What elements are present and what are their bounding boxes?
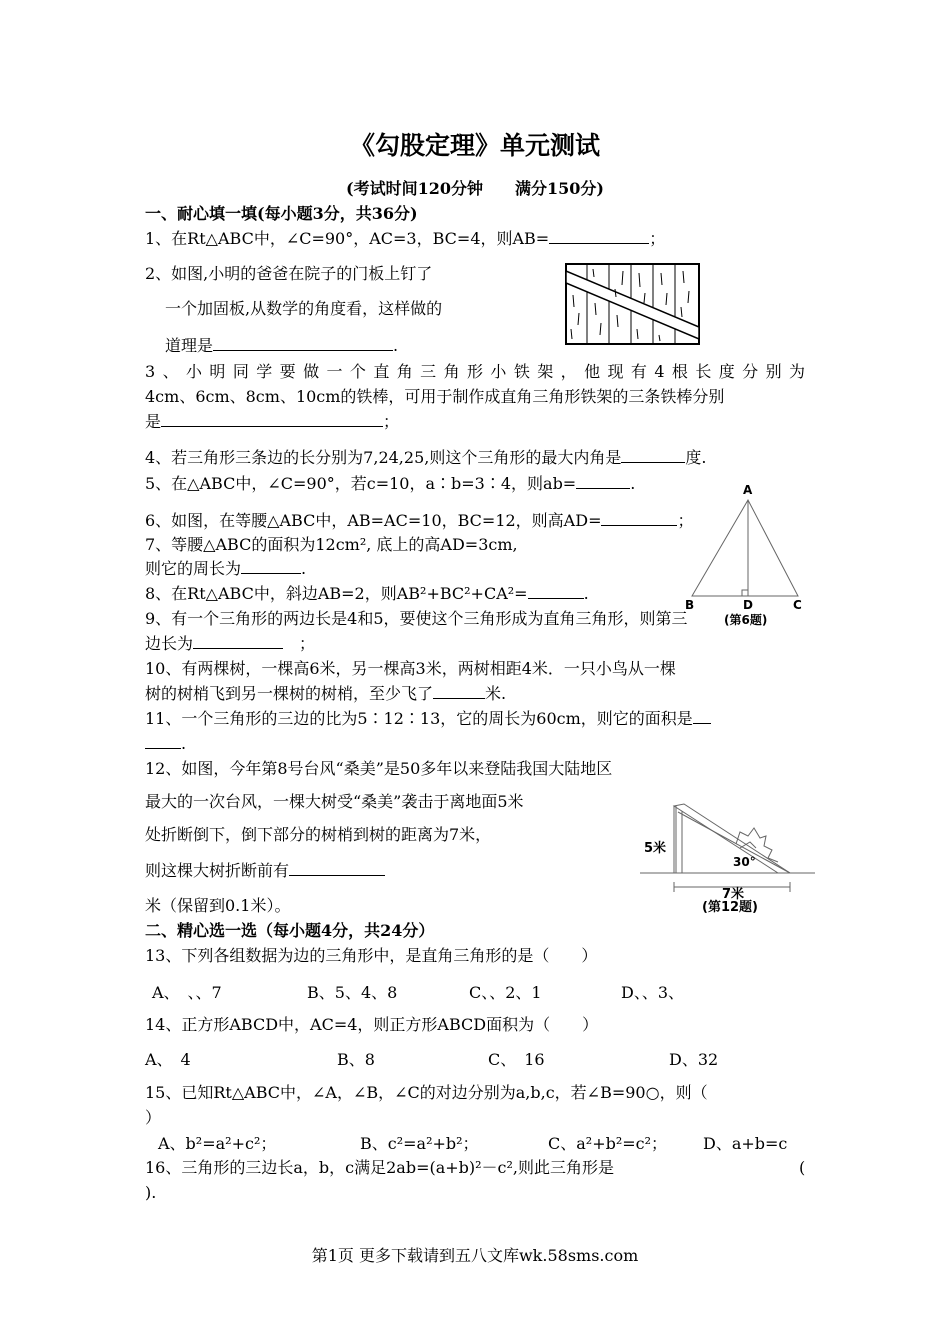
q14-option-d: D、32	[669, 1050, 719, 1069]
question-10: 10、有两棵树，一棵高6米，另一棵高3米，两树相距4米．一只小鸟从一棵	[145, 659, 676, 678]
q13-option-b: B、5、4、8	[307, 983, 398, 1002]
question-12-line5: 米（保留到0.1米）。	[145, 896, 291, 915]
question-16: 16、三角形的三边长a，b，c满足2ab=(a+b)²－c²,则此三角形是	[145, 1158, 615, 1177]
question-3-line2: 4cm、6cm、8cm、10cm的铁棒，可用于制作成直角三角形铁架的三条铁棒分别	[145, 387, 725, 406]
vertex-b-label: B	[685, 598, 695, 612]
q13-option-a: A、 、、7	[152, 983, 222, 1002]
question-2-line2: 一个加固板,从数学的角度看，这样做的	[165, 299, 443, 318]
question-10-line2: 树的树梢飞到另一棵树的树梢，至少飞了 米.	[145, 684, 507, 703]
page-title: 《勾股定理》单元测试	[349, 131, 600, 160]
distance-label: 7米	[722, 887, 745, 902]
question-15: 15、已知Rt△ABC中，∠A，∠B，∠C的对边分别为a,b,c，若∠B=90○，则（	[145, 1083, 708, 1102]
figure-12-caption: (第12题)	[702, 900, 758, 915]
question-11: 11、一个三角形的三边的比为5∶12∶13，它的周长为60cm，则它的面积是	[145, 709, 711, 729]
figure-6-caption: (第6题)	[724, 613, 768, 627]
q15-option-b: B、c²=a²+b²；	[360, 1134, 479, 1153]
question-2: 2、如图,小明的爸爸在院子的门板上钉了	[145, 264, 433, 283]
question-12-line3: 处折断倒下，倒下部分的树梢到树的距离为7米，	[145, 825, 492, 844]
question-3-line3: 是 ；	[145, 412, 400, 431]
q13-option-c: C、、2、1	[469, 983, 542, 1002]
angle-label: 30°	[733, 855, 756, 869]
question-7: 7、等腰△ABC的面积为12cm², 底上的高AD=3cm,	[145, 535, 518, 554]
question-12-line4: 则这棵大树折断前有	[145, 861, 385, 881]
q14-option-a: A、 4	[145, 1050, 191, 1069]
question-4: 4、若三角形三条边的长分别为7,24,25,则这个三角形的最大内角是 度.	[145, 448, 707, 467]
isosceles-triangle-figure	[680, 478, 815, 628]
question-12-line2: 最大的一次台风，一棵大树受“桑美”袭击于离地面5米	[145, 792, 524, 811]
question-1: 1、在Rt△ABC中，∠C=90°，AC=3，BC=4，则AB= ；	[145, 229, 666, 248]
question-9-line2: 边长为 ；	[145, 634, 316, 653]
question-5: 5、在△ABC中，∠C=90°，若c=10，a∶b=3∶4，则ab= .	[145, 474, 636, 493]
vertex-d-label: D	[743, 598, 753, 612]
height-label: 5米	[644, 841, 667, 856]
q14-option-c: C、 16	[488, 1050, 545, 1069]
door-board-figure	[565, 263, 700, 345]
question-16-line2: ).	[145, 1183, 157, 1202]
question-15-line2: ）	[145, 1108, 162, 1127]
exam-info: (考试时间120分钟 满分150分)	[346, 179, 604, 198]
question-3: 3、小明同学要做一个直角三角形小铁架，他现有4根长度分别为	[145, 362, 805, 381]
question-12: 12、如图，今年第8号台风“桑美”是50多年以来登陆我国大陆地区	[145, 759, 613, 778]
broken-tree-figure	[640, 800, 820, 916]
q15-option-a: A、b²=a²+c²；	[158, 1134, 277, 1153]
section-1-heading: 一、耐心填一填(每小题3分，共36分)	[145, 204, 418, 223]
q15-option-c: C、a²+b²=c²；	[548, 1134, 668, 1153]
question-6: 6、如图，在等腰△ABC中，AB=AC=10，BC=12，则高AD= ；	[145, 511, 694, 530]
section-2-heading: 二、精心选一选（每小题4分，共24分）	[145, 921, 435, 940]
q13-option-d: D、、3、	[621, 983, 685, 1002]
vertex-c-label: C	[793, 598, 802, 612]
question-11-line2: .	[145, 734, 186, 754]
q14-option-b: B、8	[337, 1050, 375, 1069]
page-footer: 第1页 更多下载请到五八文库wk.58sms.com	[311, 1246, 639, 1265]
question-16-paren: (	[799, 1158, 806, 1177]
q15-option-d: D、a+b=c	[703, 1134, 788, 1153]
vertex-a-label: A	[743, 483, 753, 497]
question-9: 9、有一个三角形的两边长是4和5，要使这个三角形成为直角三角形，则第三	[145, 609, 688, 628]
question-7-line2: 则它的周长为 .	[145, 559, 307, 578]
question-2-line3: 道理是 .	[165, 336, 399, 355]
question-8: 8、在Rt△ABC中，斜边AB=2，则AB²+BC²+CA²= .	[145, 584, 589, 603]
question-14: 14、正方形ABCD中，AC=4，则正方形ABCD面积为（ ）	[145, 1015, 599, 1034]
question-13: 13、下列各组数据为边的三角形中，是直角三角形的是（ ）	[145, 946, 598, 965]
